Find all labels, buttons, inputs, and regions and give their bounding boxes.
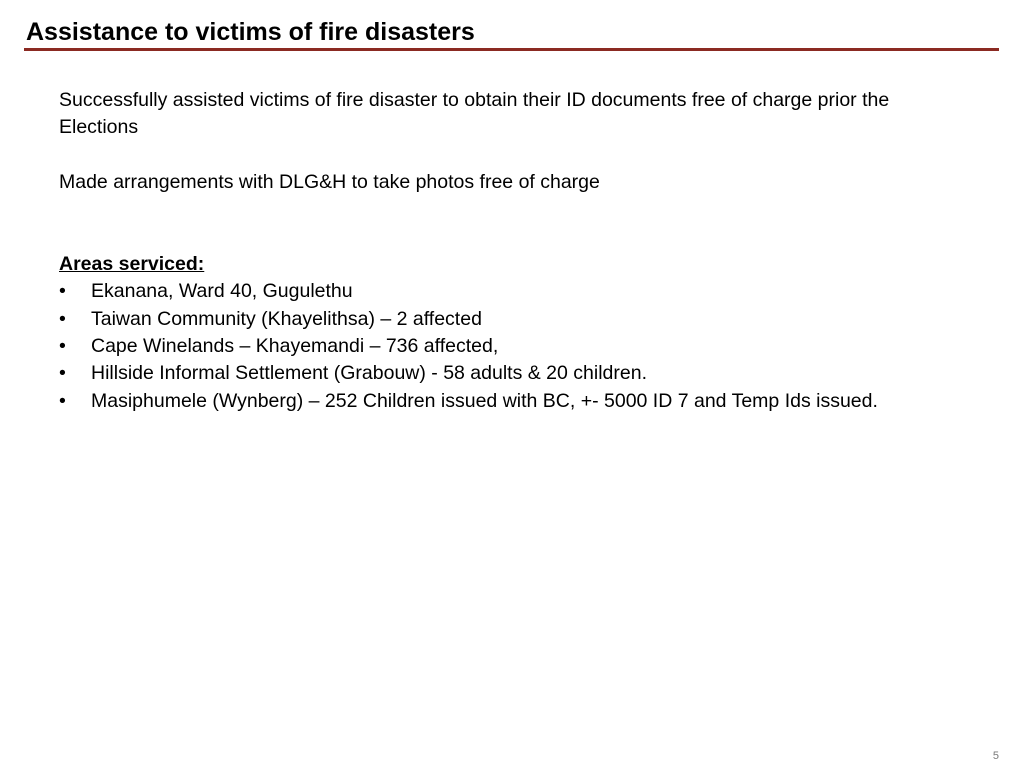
list-item — [59, 360, 969, 387]
areas-serviced-list — [59, 278, 969, 414]
list-item-text: Hillside Informal Settlement (Grabouw) - 58 adults & 20 children. — [91, 362, 647, 385]
bullet-icon: • — [59, 389, 66, 412]
list-item — [59, 333, 969, 360]
paragraph-photos-arrangement: Made arrangements with DLG&H to take photos free of charge — [59, 170, 600, 193]
list-item-text: Masiphumele (Wynberg) – 252 Children issued with BC, +- 5000 ID 7 and Temp Ids issued. — [91, 389, 878, 412]
bullet-icon: • — [59, 335, 66, 358]
paragraph-id-documents: Successfully assisted victims of fire disaster to obtain their ID documents free of charge prior the Elections — [59, 89, 890, 139]
list-item-text: Taiwan Community (Khayelithsa) – 2 affected — [91, 307, 482, 330]
list-item-text: Cape Winelands – Khayemandi – 736 affected, — [91, 335, 499, 358]
list-item — [59, 388, 969, 415]
bullet-icon: • — [59, 307, 66, 330]
list-item — [59, 306, 969, 333]
bullet-icon: • — [59, 362, 66, 385]
areas-serviced-heading: Areas serviced: — [59, 253, 205, 276]
list-item — [59, 278, 969, 305]
slide-body — [59, 87, 969, 415]
list-item-text: Ekanana, Ward 40, Gugulethu — [91, 280, 353, 303]
slide-title: Assistance to victims of fire disasters — [26, 18, 475, 46]
title-underline-rule — [24, 48, 999, 51]
bullet-icon: • — [59, 280, 66, 303]
page-number: 5 — [992, 750, 999, 762]
